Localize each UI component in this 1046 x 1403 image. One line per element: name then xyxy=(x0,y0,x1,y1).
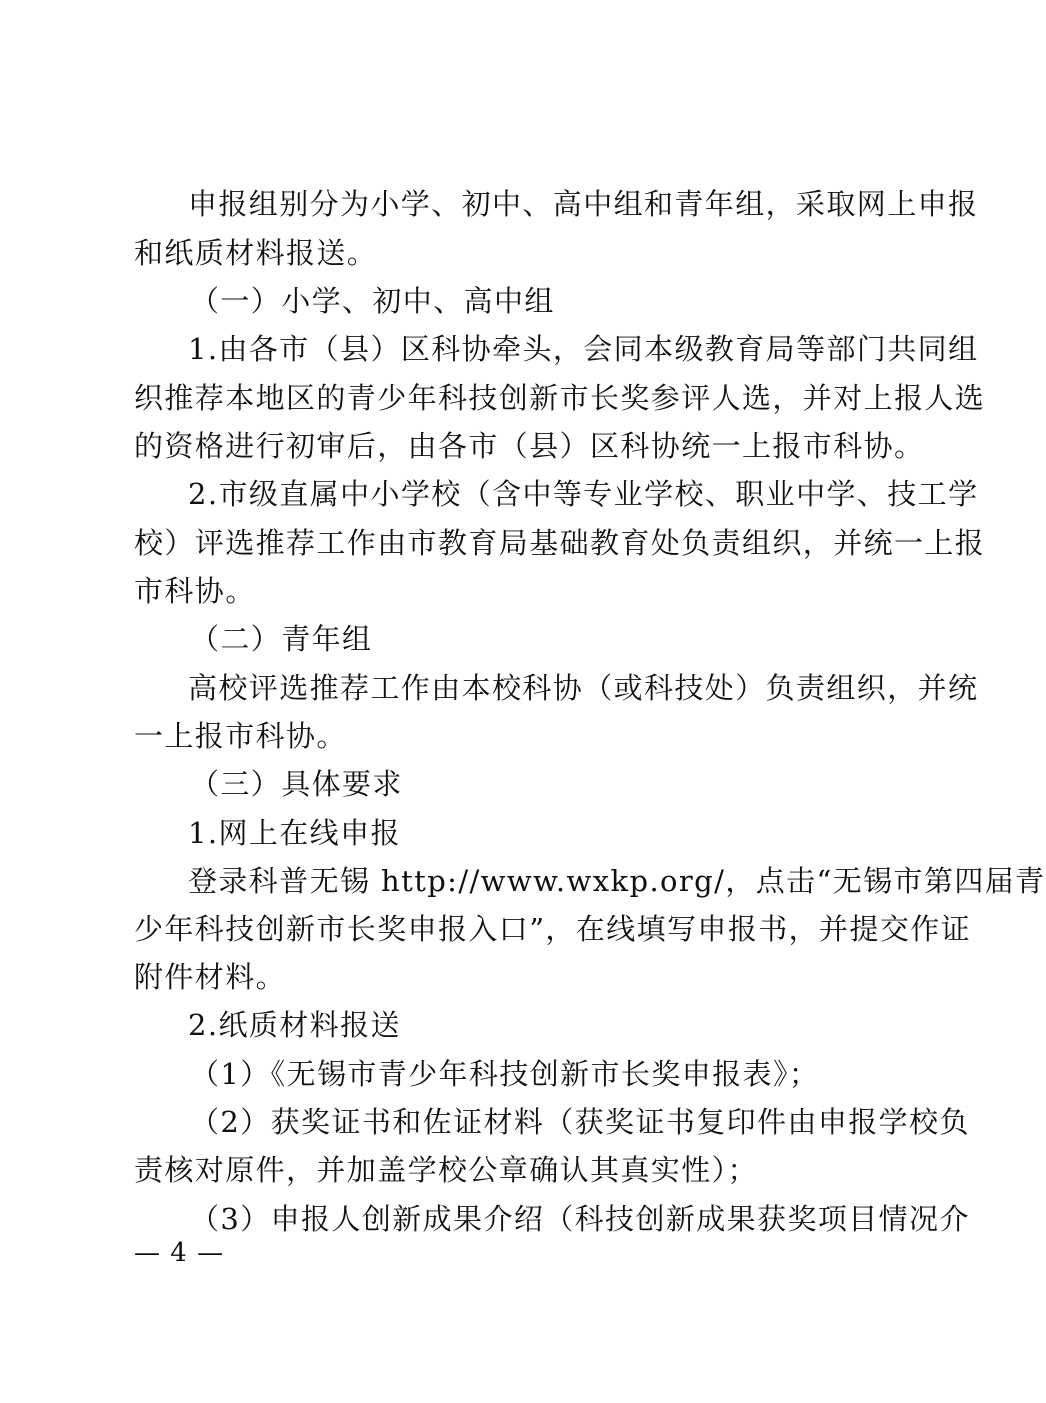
section-heading: （三）具体要求 xyxy=(190,767,403,801)
paragraph-line: 一上报市科协。 xyxy=(134,719,347,753)
section-heading: （二）青年组 xyxy=(190,622,373,656)
sub-heading: 1.网上在线申报 xyxy=(188,816,401,850)
paragraph-line: 1.由各市（县）区科协牵头，会同本级教育局等部门共同组 xyxy=(188,332,979,366)
paragraph-line: 2.市级直属中小学校（含中等专业学校、职业中学、技工学 xyxy=(188,477,979,511)
list-item-continuation: 责核对原件，并加盖学校公章确认其真实性）； xyxy=(134,1153,758,1187)
paragraph-line: 市科协。 xyxy=(134,574,256,608)
paragraph-line: 附件材料。 xyxy=(134,960,287,994)
paragraph-line: 的资格进行初审后，由各市（县）区科协统一上报市科协。 xyxy=(134,429,925,463)
section-heading: （一）小学、初中、高中组 xyxy=(190,284,555,318)
list-item: （1）《无锡市青少年科技创新市长奖申报表》； xyxy=(190,1057,820,1091)
paragraph-line: 少年科技创新市长奖申报入口”，在线填写申报书，并提交作证 xyxy=(134,912,972,946)
paragraph-line: 登录科普无锡 http://www.wxkp.org/，点击“无锡市第四届青 xyxy=(188,864,1046,898)
paragraph-line: 校）评选推荐工作由市教育局基础教育处负责组织，并统一上报 xyxy=(134,526,986,560)
paragraph-line: 高校评选推荐工作由本校科协（或科技处）负责组织，并统 xyxy=(188,671,979,705)
paragraph-line: 和纸质材料报送。 xyxy=(134,236,378,270)
page-number: — 4 — xyxy=(134,1238,225,1268)
paragraph-line: 申报组别分为小学、初中、高中组和青年组，采取网上申报 xyxy=(188,187,979,221)
list-item: （2）获奖证书和佐证材料（获奖证书复印件由申报学校负 xyxy=(190,1105,970,1139)
list-item: （3）申报人创新成果介绍（科技创新成果获奖项目情况介 xyxy=(190,1202,970,1236)
paragraph-line: 织推荐本地区的青少年科技创新市长奖参评人选，并对上报人选 xyxy=(134,381,986,415)
sub-heading: 2.纸质材料报送 xyxy=(188,1008,401,1042)
